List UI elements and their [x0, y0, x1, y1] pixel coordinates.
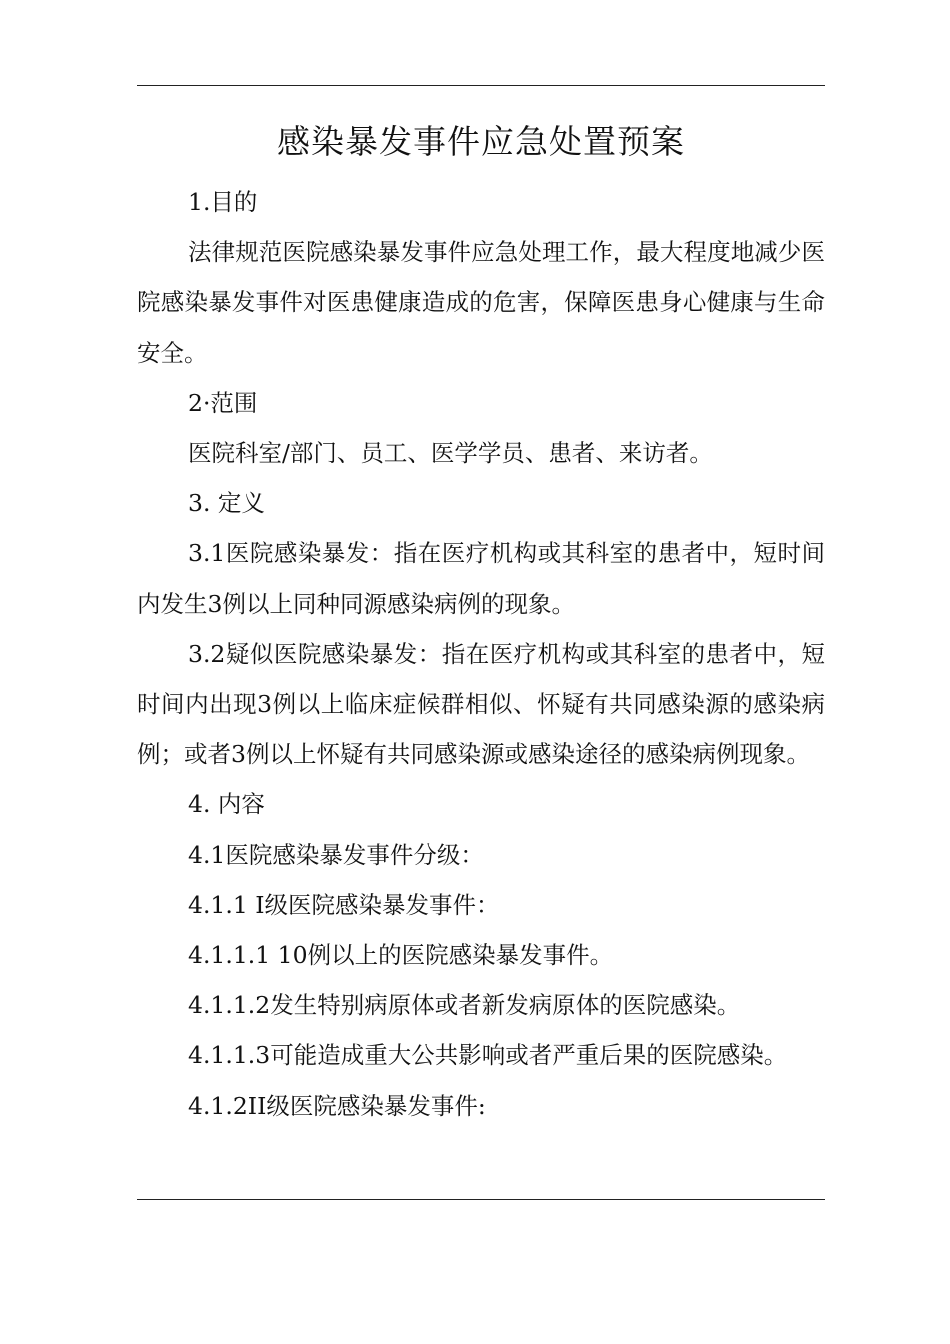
paragraph-4-1-1-2: 4.1.1.2发生特别病原体或者新发病原体的医院感染。 [188, 991, 741, 1020]
paragraph-scope: 医院科室/部门、员工、医学学员、患者、来访者。 [188, 439, 713, 468]
paragraph-purpose: 法律规范医院感染暴发事件应急处理工作，最大程度地减少医院感染暴发事件对医患健康造成的危害，保障医患身心健康与生命安全。 [137, 238, 825, 367]
paragraph-4-1: 4.1医院感染暴发事件分级： [188, 840, 484, 869]
paragraph-definition-3-2: 3.2疑似医院感染暴发：指在医疗机构或其科室的患者中，短时间内出现3例以上临床症候群相似、怀疑有共同感染源的感染病例；或者3例以上怀疑有共同感染源或感染途径的感染病例现象。 [137, 639, 825, 769]
paragraph-4-1-1-1: 4.1.1.1 10例以上的医院感染暴发事件。 [188, 941, 614, 970]
heading-scope: 2·范围 [188, 388, 258, 417]
heading-content: 4. 内容 [188, 790, 265, 819]
paragraph-4-1-1-3: 4.1.1.3可能造成重大公共影响或者严重后果的医院感染。 [188, 1041, 788, 1070]
paragraph-4-1-1: 4.1.1 I级医院感染暴发事件： [188, 890, 500, 919]
heading-purpose: 1.目的 [188, 188, 258, 216]
footer-rule [137, 1199, 825, 1200]
document-body [137, 177, 825, 1131]
heading-definition: 3. 定义 [188, 489, 265, 518]
paragraph-4-1-2: 4.1.2II级医院感染暴发事件: [188, 1091, 486, 1120]
document-title: 感染暴发事件应急处置预案 [277, 122, 685, 161]
paragraph-definition-3-1: 3.1医院感染暴发：指在医疗机构或其科室的患者中，短时间内发生3例以上同种同源感染病例的现象。 [137, 539, 825, 618]
header-rule [137, 85, 825, 86]
